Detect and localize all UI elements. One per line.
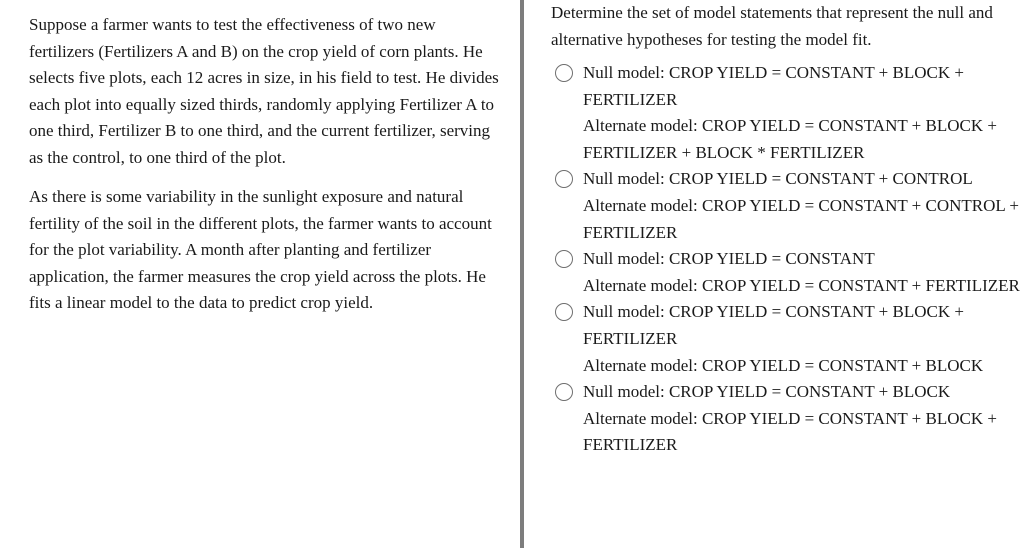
alternate-model-text: Alternate model: CROP YIELD = CONSTANT + FERTILIZER <box>583 275 1020 295</box>
radio-button-icon[interactable] <box>555 64 573 82</box>
passage-paragraph-2: As there is some variability in the sunlight exposure and natural fertility of the soil in the different plots, the farmer wants to account for the plot variability. A month after planting and fertilizer application, the farmer measures the crop yield across the plots. He fits a linear model to the data to predict crop yield. <box>29 187 492 312</box>
answer-option-1[interactable] <box>554 60 1024 166</box>
answer-options <box>554 60 1024 459</box>
null-model-text: Null model: CROP YIELD = CONSTANT <box>583 249 875 269</box>
answer-option-5[interactable] <box>554 379 1024 459</box>
null-model-text: Null model: CROP YIELD = CONSTANT + BLOCK + FERTILIZER <box>583 63 964 109</box>
alternate-model-text: Alternate model: CROP YIELD = CONSTANT + BLOCK <box>583 355 984 375</box>
passage-text <box>29 12 504 330</box>
radio-button-icon[interactable] <box>555 170 573 188</box>
alternate-model-text: Alternate model: CROP YIELD = CONSTANT + BLOCK + FERTILIZER <box>583 408 997 455</box>
alternate-model-text: Alternate model: CROP YIELD = CONSTANT + BLOCK + FERTILIZER + BLOCK * FERTILIZER <box>583 116 997 162</box>
radio-button-icon[interactable] <box>555 383 573 401</box>
null-model-text: Null model: CROP YIELD = CONSTANT + CONTROL <box>583 169 973 189</box>
alternate-model-text: Alternate model: CROP YIELD = CONSTANT + CONTROL + FERTILIZER <box>583 195 1019 242</box>
answer-option-4[interactable] <box>554 299 1024 379</box>
answer-option-2[interactable] <box>554 166 1024 246</box>
passage-paragraph-1: Suppose a farmer wants to test the effectiveness of two new fertilizers (Fertilizers A and B) on the crop yield of corn plants. He selects five plots, each 12 acres in size, in his field to test. He divides each plot into equally sized thirds, randomly applying Fertilizer A to one third, Fertilizer B to one third, and the current fertilizer, serving as the control, to one third of the plot. <box>29 15 499 167</box>
null-model-text: Null model: CROP YIELD = CONSTANT + BLOCK + FERTILIZER <box>583 302 964 348</box>
question-panel <box>524 0 1024 548</box>
radio-button-icon[interactable] <box>555 303 573 321</box>
null-model-text: Null model: CROP YIELD = CONSTANT + BLOCK <box>583 382 951 402</box>
radio-button-icon[interactable] <box>555 250 573 268</box>
question-prompt: Determine the set of model statements that represent the null and alternative hypotheses for testing the model fit. <box>551 3 993 49</box>
answer-option-3[interactable] <box>554 246 1024 299</box>
